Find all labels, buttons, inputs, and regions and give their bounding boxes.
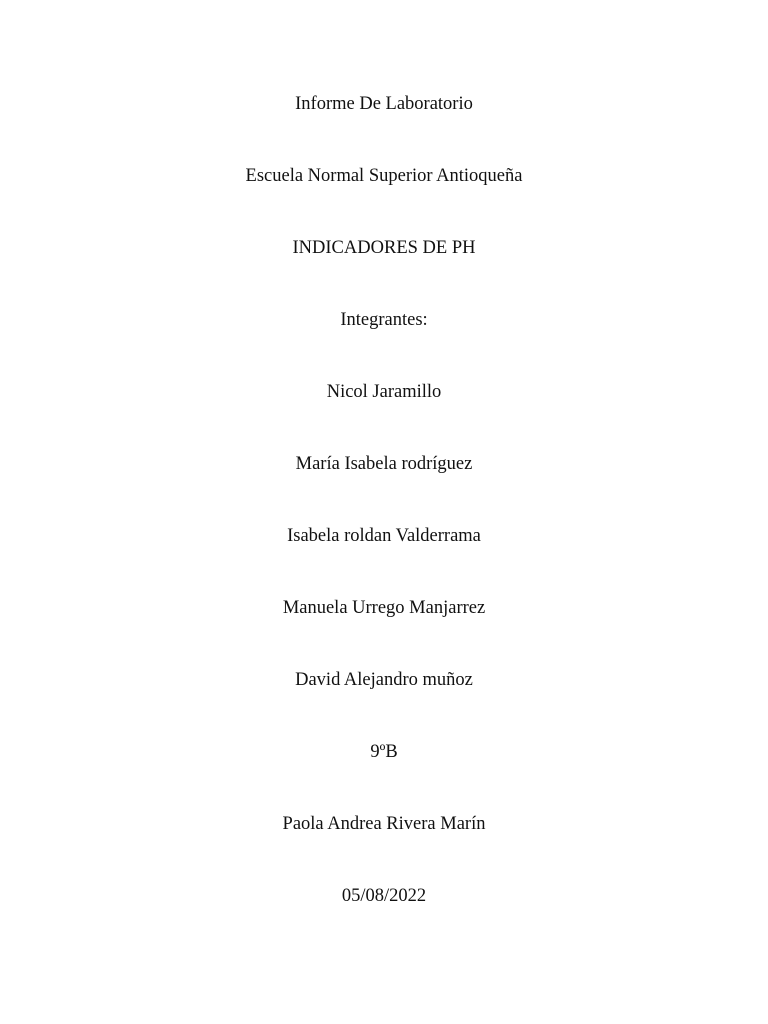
- report-type: Informe De Laboratorio: [295, 94, 473, 114]
- member-name: Isabela roldan Valderrama: [287, 526, 481, 546]
- teacher-name: Paola Andrea Rivera Marín: [282, 814, 486, 834]
- report-date: 05/08/2022: [341, 886, 427, 906]
- cover-page-lines: [0, 92, 768, 956]
- members-heading: Integrantes:: [340, 310, 428, 330]
- grade: 9ºB: [370, 742, 398, 762]
- member-name: David Alejandro muñoz: [295, 670, 473, 690]
- member-name: María Isabela rodríguez: [295, 454, 473, 474]
- report-topic: INDICADORES DE PH: [292, 238, 476, 258]
- member-name: Nicol Jaramillo: [326, 382, 442, 402]
- school-name: Escuela Normal Superior Antioqueña: [245, 166, 523, 186]
- member-name: Manuela Urrego Manjarrez: [282, 598, 486, 618]
